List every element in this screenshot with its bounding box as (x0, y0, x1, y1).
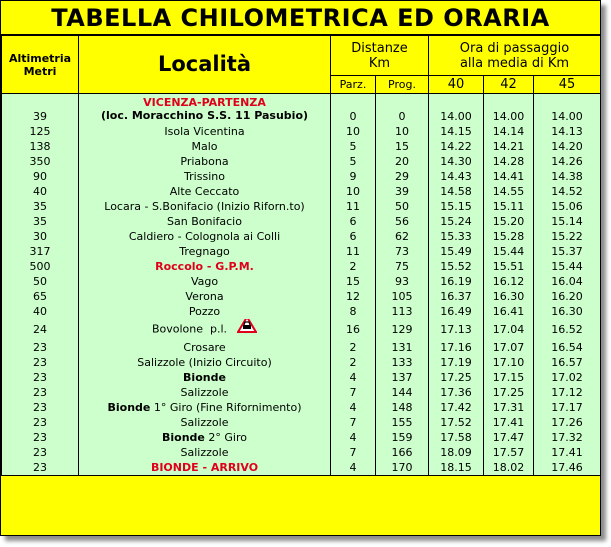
location-name (79, 400, 330, 415)
location-name (79, 229, 330, 244)
time-45-cell: 16.30 (534, 304, 601, 319)
time-42-cell: 15.51 (484, 259, 534, 274)
time-42-cell: 17.41 (484, 415, 534, 430)
progressive-distance-cell: 10 (376, 124, 429, 139)
location-cell (79, 430, 331, 445)
progressive-distance-cell: 131 (376, 340, 429, 355)
time-40-cell: 14.43 (429, 169, 484, 184)
location-cell (79, 289, 331, 304)
location-text: Salizzole (180, 416, 229, 429)
location-cell (79, 94, 331, 125)
location-text: Crosare (183, 341, 226, 354)
partial-distance-cell: 7 (331, 445, 376, 460)
location-text: San Bonifacio (167, 215, 242, 228)
altitude-cell: 30 (2, 229, 79, 244)
partial-distance-cell: 2 (331, 340, 376, 355)
location-name (79, 214, 330, 229)
location-name (79, 385, 330, 400)
progressive-distance-cell: 159 (376, 430, 429, 445)
time-42-cell: 14.55 (484, 184, 534, 199)
partial-distance-cell: 8 (331, 304, 376, 319)
time-45-cell: 17.41 (534, 445, 601, 460)
location-text: Tregnago (179, 245, 230, 258)
location-cell (79, 445, 331, 460)
location-cell (79, 385, 331, 400)
time-40-cell: 16.19 (429, 274, 484, 289)
table-row (2, 229, 601, 244)
time-42-cell: 15.11 (484, 199, 534, 214)
time-45-cell: 17.26 (534, 415, 601, 430)
progressive-distance-cell: 155 (376, 415, 429, 430)
table-row (2, 154, 601, 169)
timetable (1, 35, 601, 476)
progressive-distance-cell: 50 (376, 199, 429, 214)
table-row (2, 445, 601, 460)
table-row (2, 370, 601, 385)
speed-42-header: 42 (484, 76, 534, 94)
timetable-body (2, 94, 601, 476)
altimetria-header (2, 36, 79, 94)
table-row (2, 340, 601, 355)
time-42-cell: 16.12 (484, 274, 534, 289)
location-cell (79, 460, 331, 476)
location-cell (79, 304, 331, 319)
location-name (79, 199, 330, 214)
location-text: BIONDE - ARRIVO (150, 461, 259, 474)
metri-label: Metri (23, 64, 57, 78)
time-40-cell: 15.24 (429, 214, 484, 229)
ora-line2: alla media di Km (459, 55, 570, 71)
time-42-cell: 14.28 (484, 154, 534, 169)
location-name (79, 319, 330, 340)
altitude-cell: 125 (2, 124, 79, 139)
altitude-cell: 23 (2, 445, 79, 460)
table-row (2, 304, 601, 319)
time-42-cell: 14.14 (484, 124, 534, 139)
partial-distance-cell: 2 (331, 355, 376, 370)
partial-distance-cell: 10 (331, 184, 376, 199)
distanze-label: Distanze (351, 40, 408, 56)
time-42-cell: 18.02 (484, 460, 534, 476)
altitude-cell: 90 (2, 169, 79, 184)
partial-distance-cell: 5 (331, 139, 376, 154)
table-row (2, 319, 601, 340)
location-text: Bionde (183, 371, 226, 384)
table-row (2, 355, 601, 370)
time-45-cell: 17.32 (534, 430, 601, 445)
location-name (79, 124, 330, 139)
time-40-cell: 17.16 (429, 340, 484, 355)
location-name (79, 355, 330, 370)
table-row (2, 214, 601, 229)
location-name (79, 96, 330, 109)
time-40-cell: 15.15 (429, 199, 484, 214)
time-45-cell: 14.20 (534, 139, 601, 154)
table-row (2, 139, 601, 154)
partial-distance-cell: 7 (331, 415, 376, 430)
location-cell (79, 415, 331, 430)
location-name (79, 139, 330, 154)
location-name (79, 169, 330, 184)
partial-distance-cell: 6 (331, 214, 376, 229)
altitude-cell: 138 (2, 139, 79, 154)
progressive-distance-cell: 62 (376, 229, 429, 244)
location-cell (79, 340, 331, 355)
location-cell (79, 319, 331, 340)
progressive-distance-cell: 148 (376, 400, 429, 415)
location-text: Verona (185, 290, 224, 303)
altitude-cell: 23 (2, 385, 79, 400)
table-row (2, 430, 601, 445)
level-crossing-icon (237, 319, 257, 337)
location-cell (79, 124, 331, 139)
progressive-distance-cell: 75 (376, 259, 429, 274)
time-40-cell: 17.13 (429, 319, 484, 340)
time-42-cell: 17.57 (484, 445, 534, 460)
time-40-cell: 17.42 (429, 400, 484, 415)
table-row (2, 259, 601, 274)
location-cell (79, 355, 331, 370)
partial-distance-cell: 10 (331, 124, 376, 139)
altitude-cell: 50 (2, 274, 79, 289)
time-40-cell: 18.09 (429, 445, 484, 460)
time-40-cell: 14.15 (429, 124, 484, 139)
altimetria-label: Altimetria (8, 51, 72, 65)
time-40-cell: 14.00 (429, 94, 484, 125)
location-cell (79, 244, 331, 259)
location-cell (79, 274, 331, 289)
altitude-cell: 23 (2, 430, 79, 445)
table-row (2, 274, 601, 289)
location-name (79, 184, 330, 199)
ora-line1: Ora di passaggio (459, 40, 570, 56)
partial-distance-cell: 4 (331, 430, 376, 445)
location-text: Pozzo (188, 305, 221, 318)
time-45-cell: 17.02 (534, 370, 601, 385)
partial-distance-cell: 12 (331, 289, 376, 304)
altitude-cell: 24 (2, 319, 79, 340)
time-45-cell: 15.06 (534, 199, 601, 214)
location-cell (79, 214, 331, 229)
progressive-distance-cell: 129 (376, 319, 429, 340)
time-45-cell: 17.46 (534, 460, 601, 476)
time-45-cell: 17.12 (534, 385, 601, 400)
progressive-distance-cell: 105 (376, 289, 429, 304)
altitude-cell: 23 (2, 460, 79, 476)
location-cell (79, 184, 331, 199)
time-40-cell: 15.49 (429, 244, 484, 259)
localita-header: Località (79, 36, 331, 94)
location-cell (79, 229, 331, 244)
location-name (79, 289, 330, 304)
progressive-distance-cell: 15 (376, 139, 429, 154)
time-45-cell: 14.00 (534, 94, 601, 125)
progressive-distance-cell: 29 (376, 169, 429, 184)
location-cell (79, 370, 331, 385)
altitude-cell: 23 (2, 340, 79, 355)
progressive-distance-cell: 170 (376, 460, 429, 476)
progressive-distance-cell: 166 (376, 445, 429, 460)
partial-distance-cell: 4 (331, 460, 376, 476)
location-name (79, 304, 330, 319)
ora-header (429, 36, 601, 76)
time-40-cell: 17.52 (429, 415, 484, 430)
time-42-cell: 17.15 (484, 370, 534, 385)
time-42-cell: 17.31 (484, 400, 534, 415)
partial-distance-cell: 11 (331, 244, 376, 259)
altitude-cell: 35 (2, 199, 79, 214)
table-row (2, 289, 601, 304)
table-row (2, 400, 601, 415)
location-name (79, 274, 330, 289)
location-text: Caldiero - Colognola ai Colli (128, 230, 281, 243)
time-42-cell: 17.10 (484, 355, 534, 370)
location-text: Salizzole (180, 386, 229, 399)
location-cell (79, 199, 331, 214)
location-text: 2° Giro (204, 431, 247, 444)
table-row (2, 169, 601, 184)
time-45-cell: 16.57 (534, 355, 601, 370)
location-text: Isola Vicentina (164, 125, 245, 138)
time-42-cell: 16.30 (484, 289, 534, 304)
time-40-cell: 14.22 (429, 139, 484, 154)
time-42-cell: 14.21 (484, 139, 534, 154)
time-45-cell: 15.22 (534, 229, 601, 244)
location-text: Salizzole (180, 446, 229, 459)
altitude-cell: 40 (2, 304, 79, 319)
time-40-cell: 14.58 (429, 184, 484, 199)
time-45-cell: 14.13 (534, 124, 601, 139)
time-45-cell: 16.20 (534, 289, 601, 304)
partial-distance-cell: 4 (331, 400, 376, 415)
partial-distance-cell: 0 (331, 94, 376, 125)
progressive-distance-cell: 144 (376, 385, 429, 400)
progressive-distance-cell: 133 (376, 355, 429, 370)
table-row (2, 94, 601, 125)
location-text: Locara - S.Bonifacio (Inizio Riforn.to) (104, 200, 305, 213)
altitude-cell: 40 (2, 184, 79, 199)
location-text: Vago (190, 275, 219, 288)
table-row (2, 124, 601, 139)
progressive-distance-cell: 113 (376, 304, 429, 319)
partial-distance-cell: 15 (331, 274, 376, 289)
location-text: Trissino (184, 170, 225, 183)
location-detail: (loc. Moracchino S.S. 11 Pasubio) (100, 109, 309, 122)
time-45-cell: 15.37 (534, 244, 601, 259)
time-40-cell: 14.30 (429, 154, 484, 169)
progressive-distance-cell: 93 (376, 274, 429, 289)
location-cell (79, 169, 331, 184)
altitude-cell: 500 (2, 259, 79, 274)
time-45-cell: 16.54 (534, 340, 601, 355)
altitude-cell: 23 (2, 400, 79, 415)
progressive-distance-cell: 39 (376, 184, 429, 199)
partial-distance-cell: 11 (331, 199, 376, 214)
speed-45-header: 45 (534, 76, 601, 94)
progressive-distance-cell: 20 (376, 154, 429, 169)
time-45-cell: 17.17 (534, 400, 601, 415)
partial-distance-cell: 7 (331, 385, 376, 400)
time-42-cell: 15.28 (484, 229, 534, 244)
km-label: Km (368, 55, 391, 71)
page-title: TABELLA CHILOMETRICA ED ORARIA (1, 1, 600, 35)
table-row (2, 460, 601, 476)
time-40-cell: 17.19 (429, 355, 484, 370)
location-text: 1° Giro (Fine Rifornimento) (150, 401, 302, 414)
time-45-cell: 15.14 (534, 214, 601, 229)
altitude-cell: 350 (2, 154, 79, 169)
table-row (2, 199, 601, 214)
location-name (79, 370, 330, 385)
progressive-distance-cell: 137 (376, 370, 429, 385)
partial-distance-cell: 16 (331, 319, 376, 340)
time-45-cell: 16.52 (534, 319, 601, 340)
altitude-cell: 23 (2, 370, 79, 385)
table-row (2, 415, 601, 430)
location-name (79, 154, 330, 169)
location-text: Roccolo - G.P.M. (155, 260, 254, 273)
time-40-cell: 16.37 (429, 289, 484, 304)
location-text: Alte Ceccato (169, 185, 240, 198)
location-cell (79, 139, 331, 154)
altitude-cell: 35 (2, 214, 79, 229)
time-40-cell: 15.52 (429, 259, 484, 274)
time-40-cell: 15.33 (429, 229, 484, 244)
time-42-cell: 17.07 (484, 340, 534, 355)
time-42-cell: 15.20 (484, 214, 534, 229)
distanze-header (331, 36, 429, 76)
location-cell (79, 154, 331, 169)
altitude-cell: 23 (2, 415, 79, 430)
partial-distance-cell: 5 (331, 154, 376, 169)
parz-header: Parz. (331, 76, 376, 94)
location-text: Malo (191, 140, 218, 153)
location-name (79, 244, 330, 259)
time-45-cell: 14.26 (534, 154, 601, 169)
time-40-cell: 18.15 (429, 460, 484, 476)
time-42-cell: 14.41 (484, 169, 534, 184)
location-cell (79, 400, 331, 415)
altitude-cell: 317 (2, 244, 79, 259)
time-40-cell: 17.58 (429, 430, 484, 445)
location-cell (79, 259, 331, 274)
time-42-cell: 16.41 (484, 304, 534, 319)
altitude-cell: 39 (2, 94, 79, 125)
altitude-cell: 23 (2, 355, 79, 370)
time-40-cell: 17.36 (429, 385, 484, 400)
time-42-cell: 17.04 (484, 319, 534, 340)
location-text: Salizzole (Inizio Circuito) (137, 356, 272, 369)
time-40-cell: 16.49 (429, 304, 484, 319)
location-name (79, 415, 330, 430)
progressive-distance-cell: 0 (376, 94, 429, 125)
time-40-cell: 17.25 (429, 370, 484, 385)
time-42-cell: 15.44 (484, 244, 534, 259)
progressive-distance-cell: 56 (376, 214, 429, 229)
location-name (79, 259, 330, 274)
time-42-cell: 17.25 (484, 385, 534, 400)
location-text: Priabona (180, 155, 229, 168)
location-text: VICENZA-PARTENZA (143, 96, 266, 109)
location-text: Bovolone p.l. (151, 322, 228, 336)
prog-header: Prog. (376, 76, 429, 94)
time-45-cell: 14.52 (534, 184, 601, 199)
time-42-cell: 14.00 (484, 94, 534, 125)
altitude-cell: 65 (2, 289, 79, 304)
speed-40-header: 40 (429, 76, 484, 94)
time-42-cell: 17.47 (484, 430, 534, 445)
partial-distance-cell: 4 (331, 370, 376, 385)
location-text: Bionde (162, 431, 205, 444)
table-row (2, 244, 601, 259)
partial-distance-cell: 6 (331, 229, 376, 244)
table-row (2, 385, 601, 400)
progressive-distance-cell: 73 (376, 244, 429, 259)
location-name (79, 460, 330, 475)
location-name (79, 340, 330, 355)
time-45-cell: 15.44 (534, 259, 601, 274)
partial-distance-cell: 9 (331, 169, 376, 184)
time-45-cell: 16.04 (534, 274, 601, 289)
location-text: Bionde (107, 401, 151, 414)
location-name (79, 445, 330, 460)
table-row (2, 184, 601, 199)
partial-distance-cell: 2 (331, 259, 376, 274)
location-name (79, 430, 330, 445)
time-45-cell: 14.38 (534, 169, 601, 184)
